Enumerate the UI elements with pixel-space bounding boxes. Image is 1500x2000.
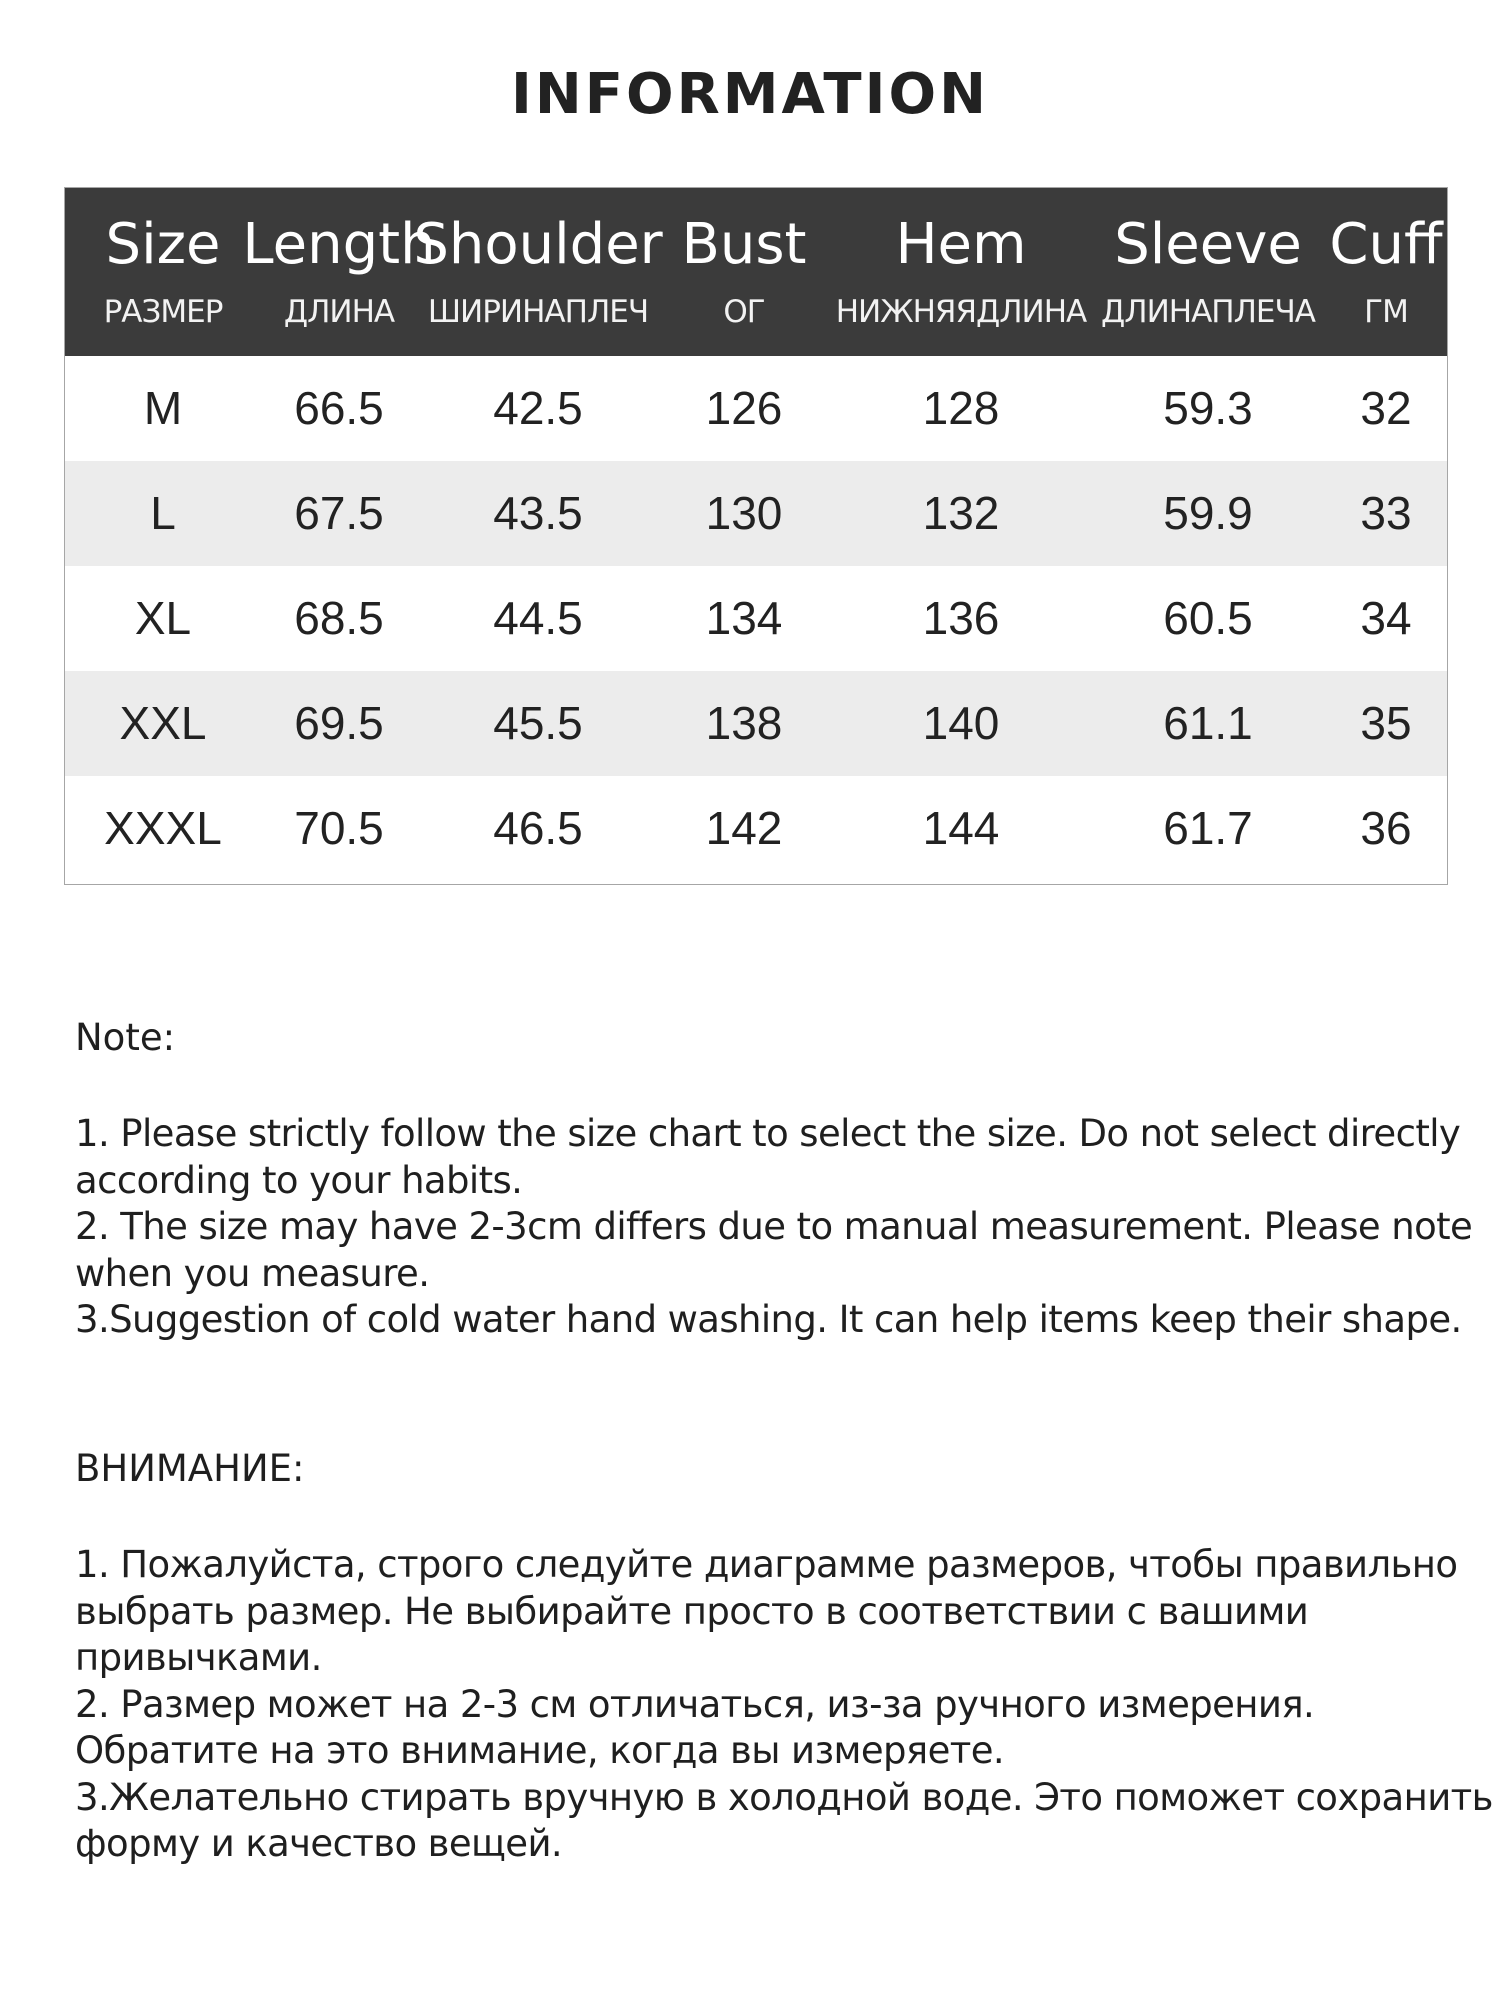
cell-length: 66.5 [294,382,384,434]
cell-sleeve: 61.7 [1163,802,1253,854]
cell-size: L [150,487,176,539]
note-line: 2. Размер может на 2-3 см отличаться, из-за ручного измерения. [75,1682,1315,1726]
header-sublabel: ДЛИНАПЛЕЧА [1101,294,1315,330]
table-row [65,461,1447,566]
note-line: 1. Please strictly follow the size chart to select the size. Do not select directly [75,1112,1461,1155]
note-heading: Note: [75,1016,176,1059]
cell-length: 68.5 [294,592,384,644]
header-shoulder [413,188,663,356]
note-line: Обратите на это внимание, когда вы измеряете. [75,1729,1005,1772]
note-line: привычками. [75,1636,322,1679]
cell-length: 69.5 [294,697,384,749]
table-header [65,188,1447,356]
cell-shoulder: 42.5 [493,382,583,434]
header-cuff [1321,188,1451,356]
table-row [65,356,1447,461]
note-heading: ВНИМАНИЕ: [75,1447,305,1490]
note-line: when you measure. [75,1251,430,1295]
note-line: форму и качество вещей. [75,1822,563,1865]
cell-cuff: 32 [1360,382,1412,434]
header-label: Bust [681,212,807,277]
cell-size: XXXL [104,802,222,854]
cell-bust: 134 [705,592,783,644]
cell-size: XL [134,592,192,644]
cell-cuff: 33 [1360,487,1412,539]
header-sublabel: ГМ [1364,294,1408,330]
cell-size: M [143,382,183,434]
note-body [75,1111,1473,1344]
header-hem [835,188,1087,356]
cell-bust: 126 [705,382,783,434]
cell-length: 70.5 [294,802,384,854]
header-sublabel: ОГ [723,294,765,330]
cell-sleeve: 61.1 [1163,697,1253,749]
header-bust [669,188,819,356]
cell-length: 67.5 [294,487,384,539]
note-russian [75,1446,1493,1868]
header-label: Length [242,212,436,277]
cell-cuff: 35 [1360,697,1412,749]
cell-sleeve: 59.9 [1163,487,1253,539]
page-title: INFORMATION [511,62,989,127]
cell-hem: 140 [922,697,1000,749]
cell-hem: 132 [922,487,1000,539]
note-line: 3.Желательно стирать вручную в холодной воде. Это поможет сохранить [75,1775,1493,1819]
header-sublabel: РАЗМЕР [103,294,223,330]
cell-shoulder: 46.5 [493,802,583,854]
cell-hem: 136 [922,592,1000,644]
cell-shoulder: 45.5 [493,697,583,749]
table-row [65,671,1447,776]
header-label: Hem [895,212,1027,277]
header-sublabel: ШИРИНАПЛЕЧ [427,294,649,330]
header-label: Size [105,212,221,277]
note-line: 3.Suggestion of cold water hand washing. It can help items keep their shape. [75,1298,1462,1341]
cell-sleeve: 60.5 [1163,592,1253,644]
cell-bust: 138 [705,697,783,749]
header-label: Cuff [1329,212,1443,277]
cell-hem: 144 [922,802,1000,854]
header-label: Sleeve [1114,212,1302,277]
cell-size: XXL [119,697,207,749]
cell-cuff: 36 [1360,802,1412,854]
header-label: Shoulder [413,212,663,277]
note-body [75,1542,1493,1868]
table-row [65,776,1447,881]
cell-cuff: 34 [1360,592,1412,644]
cell-hem: 128 [922,382,1000,434]
header-sublabel: НИЖНЯЯДЛИНА [835,294,1087,330]
cell-shoulder: 44.5 [493,592,583,644]
cell-sleeve: 59.3 [1163,382,1253,434]
table-row [65,566,1447,671]
header-sublabel: ДЛИНА [283,294,395,330]
note-line: according to your habits. [75,1158,523,1202]
note-line: 1. Пожалуйста, строго следуйте диаграмме размеров, чтобы правильно [75,1543,1458,1586]
note-english [75,1015,1473,1344]
cell-bust: 142 [705,802,783,854]
note-line: выбрать размер. Не выбирайте просто в соответствии с вашими [75,1589,1309,1633]
cell-shoulder: 43.5 [493,487,583,539]
note-line: 2. The size may have 2-3cm differs due to manual measurement. Please note [75,1205,1473,1248]
size-table [64,187,1448,885]
cell-bust: 130 [705,487,783,539]
